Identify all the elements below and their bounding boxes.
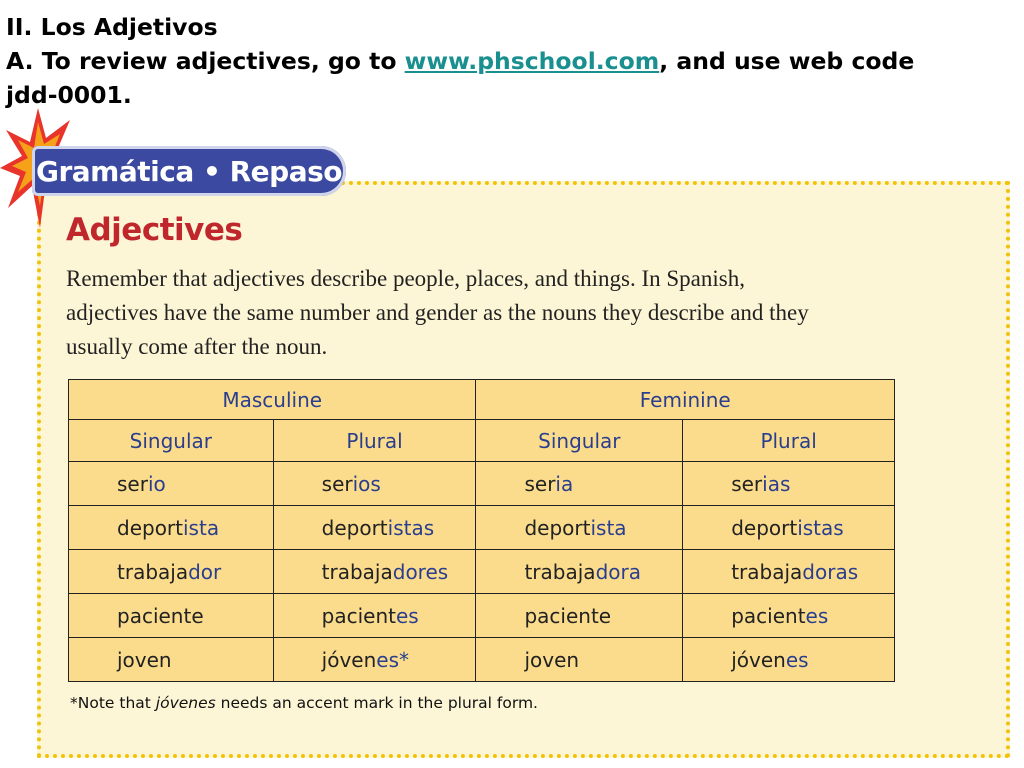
word-ending: istas [387, 515, 435, 540]
table-row [69, 550, 895, 594]
word-ending: ista [183, 515, 220, 540]
table-cell [69, 462, 274, 506]
word-stem: joven [524, 647, 580, 672]
gramatica-repaso-banner [32, 146, 346, 196]
word-stem: paciente [117, 603, 204, 628]
table-cell [683, 506, 895, 550]
fem-plural-header: Plural [683, 420, 895, 462]
heading-line-2 [6, 44, 1016, 78]
heading-line-2-text: A. To review adjectives, go to [6, 47, 405, 75]
word-stem: pacient [731, 603, 806, 628]
word-stem: deport [321, 515, 388, 540]
word-ending: es [785, 647, 809, 672]
intro-paragraph: Remember that adjectives describe people, places, and things. In Spanish, adjectives have the same number and gender as the nouns they describe and they usually come after the noun. [66, 266, 809, 359]
table-row [69, 462, 895, 506]
table-cell [273, 550, 476, 594]
word-ending: istas [797, 515, 844, 540]
word-ending: dora [595, 559, 641, 584]
banner-label: Gramática • Repaso [35, 154, 342, 188]
table-cell [273, 506, 476, 550]
masc-plural-header: Plural [273, 420, 476, 462]
masc-singular-header: Singular [69, 420, 274, 462]
adjective-table [68, 379, 895, 682]
word-ending: dores [392, 559, 449, 584]
table-cell [683, 594, 895, 638]
table-cell [476, 462, 683, 506]
word-stem: ser [731, 471, 763, 496]
table-cell [476, 506, 683, 550]
word-stem: pacient [321, 603, 396, 628]
table-cell [683, 638, 895, 682]
footnote-start: *Note that [70, 694, 156, 712]
word-stem: jóven [731, 647, 786, 672]
table-cell [683, 550, 895, 594]
table-body [69, 462, 895, 682]
word-stem: trabaja [524, 559, 596, 584]
word-stem: trabaja [731, 559, 803, 584]
table-cell [273, 462, 476, 506]
table-row [69, 638, 895, 682]
word-ending: dor [188, 559, 222, 584]
word-ending: io [147, 471, 166, 496]
word-ending: es* [376, 647, 409, 672]
footnote-end: needs an accent mark in the plural form. [215, 694, 538, 712]
masculine-header: Masculine [69, 380, 476, 420]
word-stem: trabaja [321, 559, 393, 584]
footnote-word: jóvenes [155, 694, 216, 712]
word-ending: es [805, 603, 829, 628]
heading-line-1: II. Los Adjetivos [6, 13, 218, 41]
table-row [69, 594, 895, 638]
word-ending: ista [590, 515, 627, 540]
word-ending: ias [762, 471, 791, 496]
footnote [70, 694, 538, 712]
word-stem: ser [524, 471, 556, 496]
word-stem: trabaja [117, 559, 189, 584]
table-cell [69, 594, 274, 638]
table-cell [476, 550, 683, 594]
table-cell [476, 594, 683, 638]
word-stem: deport [524, 515, 591, 540]
group-header-row [69, 380, 895, 420]
table-cell [69, 506, 274, 550]
fem-singular-header: Singular [476, 420, 683, 462]
table-row [69, 506, 895, 550]
table-cell [476, 638, 683, 682]
slide-heading [6, 10, 1016, 112]
word-stem: ser [117, 471, 148, 496]
word-stem: deport [731, 515, 798, 540]
heading-line-2-tail: , and use web code [659, 47, 915, 75]
section-title: Adjectives [66, 212, 243, 248]
table-cell [683, 462, 895, 506]
word-ending: es [395, 603, 419, 628]
table-cell [273, 638, 476, 682]
word-stem: ser [321, 471, 353, 496]
table-cell [69, 550, 274, 594]
word-stem: joven [117, 647, 172, 672]
word-stem: deport [117, 515, 183, 540]
subheader-row [69, 420, 895, 462]
word-ending: ia [555, 471, 574, 496]
table-cell [69, 638, 274, 682]
heading-line-3: jdd-0001. [6, 81, 132, 109]
word-stem: jóven [321, 647, 377, 672]
word-ending: doras [802, 559, 859, 584]
word-stem: paciente [524, 603, 612, 628]
word-ending: ios [352, 471, 381, 496]
feminine-header: Feminine [476, 380, 895, 420]
phschool-link[interactable]: www.phschool.com [404, 47, 660, 75]
table-cell [273, 594, 476, 638]
